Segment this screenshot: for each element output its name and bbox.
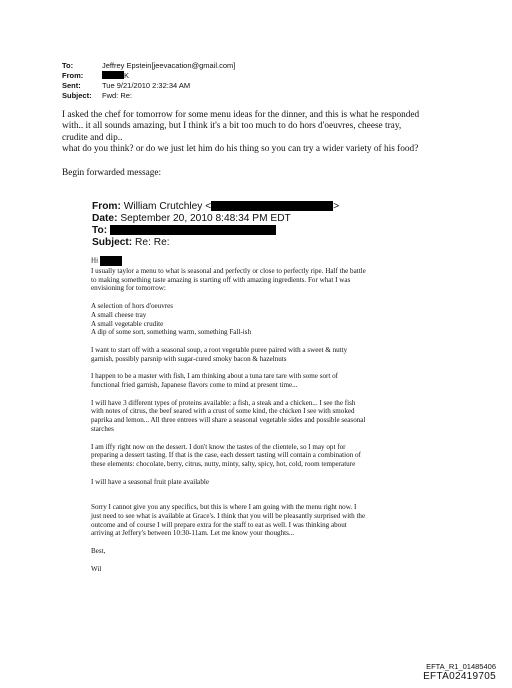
body-line: I usually taylor a menu to what is seasonal and perfectly or close to perfectly ripe. Half the battle bbox=[91, 267, 366, 275]
body-line: preparing a dessert tasting. If that is the case, each dessert tasting will contain a combination of bbox=[91, 451, 361, 460]
bates-number-1: EFTA_R1_01485406 bbox=[426, 662, 496, 671]
fwd-to-label: To: bbox=[92, 225, 108, 236]
subject-label: Subject: bbox=[62, 91, 92, 100]
from-label: From: bbox=[62, 71, 84, 80]
bates-number-2: EFTA02419705 bbox=[423, 671, 496, 682]
list-item: A dip of some sort, something warm, something Fall-ish bbox=[91, 328, 251, 337]
fwd-from-label: From: bbox=[92, 201, 121, 212]
to-value: Jeffrey Epstein[jeevacation@gmail.com] bbox=[102, 61, 236, 70]
list-item: A selection of hors d'oeuvres bbox=[91, 302, 174, 311]
body-line: I will have 3 different types of proteins available: a fish, a steak and a chicken... I see the fish bbox=[91, 398, 356, 407]
body-line: I am iffy right now on the dessert. I don't know the tastes of the clientele, so I may opt for bbox=[91, 442, 346, 451]
subject-value: Fwd: Re: bbox=[102, 91, 133, 100]
fwd-date-value: September 20, 2010 8:48:34 PM EDT bbox=[120, 213, 291, 224]
body-line: functional fried garnish, Japanese flavors come to mind at present time... bbox=[91, 381, 298, 390]
fwd-from-tail: > bbox=[333, 201, 340, 212]
body-line: I happen to be a master with fish, I am thinking about a tuna tare tare with some sort of bbox=[91, 372, 339, 381]
body-line: garnish, possibly parsnip with sugar-cured smoky bacon & hazelnuts bbox=[91, 354, 287, 363]
body-line: with notes of citrus, the beef seared with a crust of some kind, the chicken I see with smoked bbox=[91, 407, 355, 416]
intro-line: what do you think? or do we just let him do his thing so you can try a wider variety of his food? bbox=[62, 143, 419, 154]
fwd-date-label: Date: bbox=[92, 213, 118, 224]
intro-line: with.. it all sounds amazing, but I think it's a bit too much to do hors d'oeuvres, cheese tray, bbox=[62, 121, 402, 132]
fwd-subject-value: Re: Re: bbox=[135, 237, 170, 248]
body-line: I want to start off with a seasonal soup, a root vegetable puree paired with a sweet & nutty bbox=[91, 345, 348, 354]
sent-value: Tue 9/21/2010 2:32:34 AM bbox=[102, 81, 191, 90]
body-line: Sorry I cannot give you any specifics, but this is where I am going with the menu right now. I bbox=[91, 503, 357, 512]
intro-line: I asked the chef for tomorrow for some menu ideas for the dinner, and this is what he responded bbox=[62, 110, 420, 120]
body-line: paprika and lemon... All three entrees will share a seasonal vegetable sides and possible seasonal bbox=[91, 416, 366, 425]
body-line: these elements: chocolate, berry, citrus, nutty, minty, salty, spicy, hot, cold, room temperature bbox=[91, 459, 356, 468]
email-header bbox=[62, 61, 235, 101]
list-item: A small vegetable crudite bbox=[91, 319, 164, 328]
intro-line: crudite and dip.. bbox=[62, 132, 123, 143]
from-value: K bbox=[124, 71, 130, 80]
redaction-bar bbox=[211, 201, 333, 211]
body-line: envisioning for tomorrow: bbox=[91, 284, 166, 293]
body-line: just need to see what is available at Grace's. I think that you will be pleasantly surprised with the bbox=[91, 512, 366, 521]
fwd-from-value: William Crutchley < bbox=[123, 201, 212, 212]
closing: Best, bbox=[91, 547, 106, 556]
body-line: outcome and of course I will prepare extra for the staff to eat as well. I was thinking about bbox=[91, 520, 347, 529]
fwd-subject-label: Subject: bbox=[92, 237, 133, 248]
redaction-bar bbox=[110, 225, 276, 235]
intro-message bbox=[62, 110, 462, 155]
begin-forwarded: Begin forwarded message: bbox=[62, 168, 162, 178]
forwarded-header bbox=[92, 201, 339, 249]
redaction-bar bbox=[100, 256, 122, 266]
list-item: A small cheese tray bbox=[91, 310, 147, 319]
greeting: Hi bbox=[91, 256, 99, 265]
body-line: starches bbox=[91, 424, 114, 433]
redaction-bar bbox=[102, 71, 124, 79]
to-label: To: bbox=[62, 61, 74, 70]
body-line: I will have a seasonal fruit plate available bbox=[91, 477, 209, 486]
signature: Wil bbox=[91, 564, 102, 573]
sent-label: Sent: bbox=[62, 81, 81, 90]
document-footer bbox=[423, 662, 496, 683]
body-line: arriving at Jeffery's between 10:30-11am. Let me know your thoughts... bbox=[91, 529, 295, 538]
forwarded-body bbox=[91, 256, 436, 583]
body-line: to making something taste amazing is starting off with amazing ingredients. For what I was bbox=[91, 275, 351, 284]
